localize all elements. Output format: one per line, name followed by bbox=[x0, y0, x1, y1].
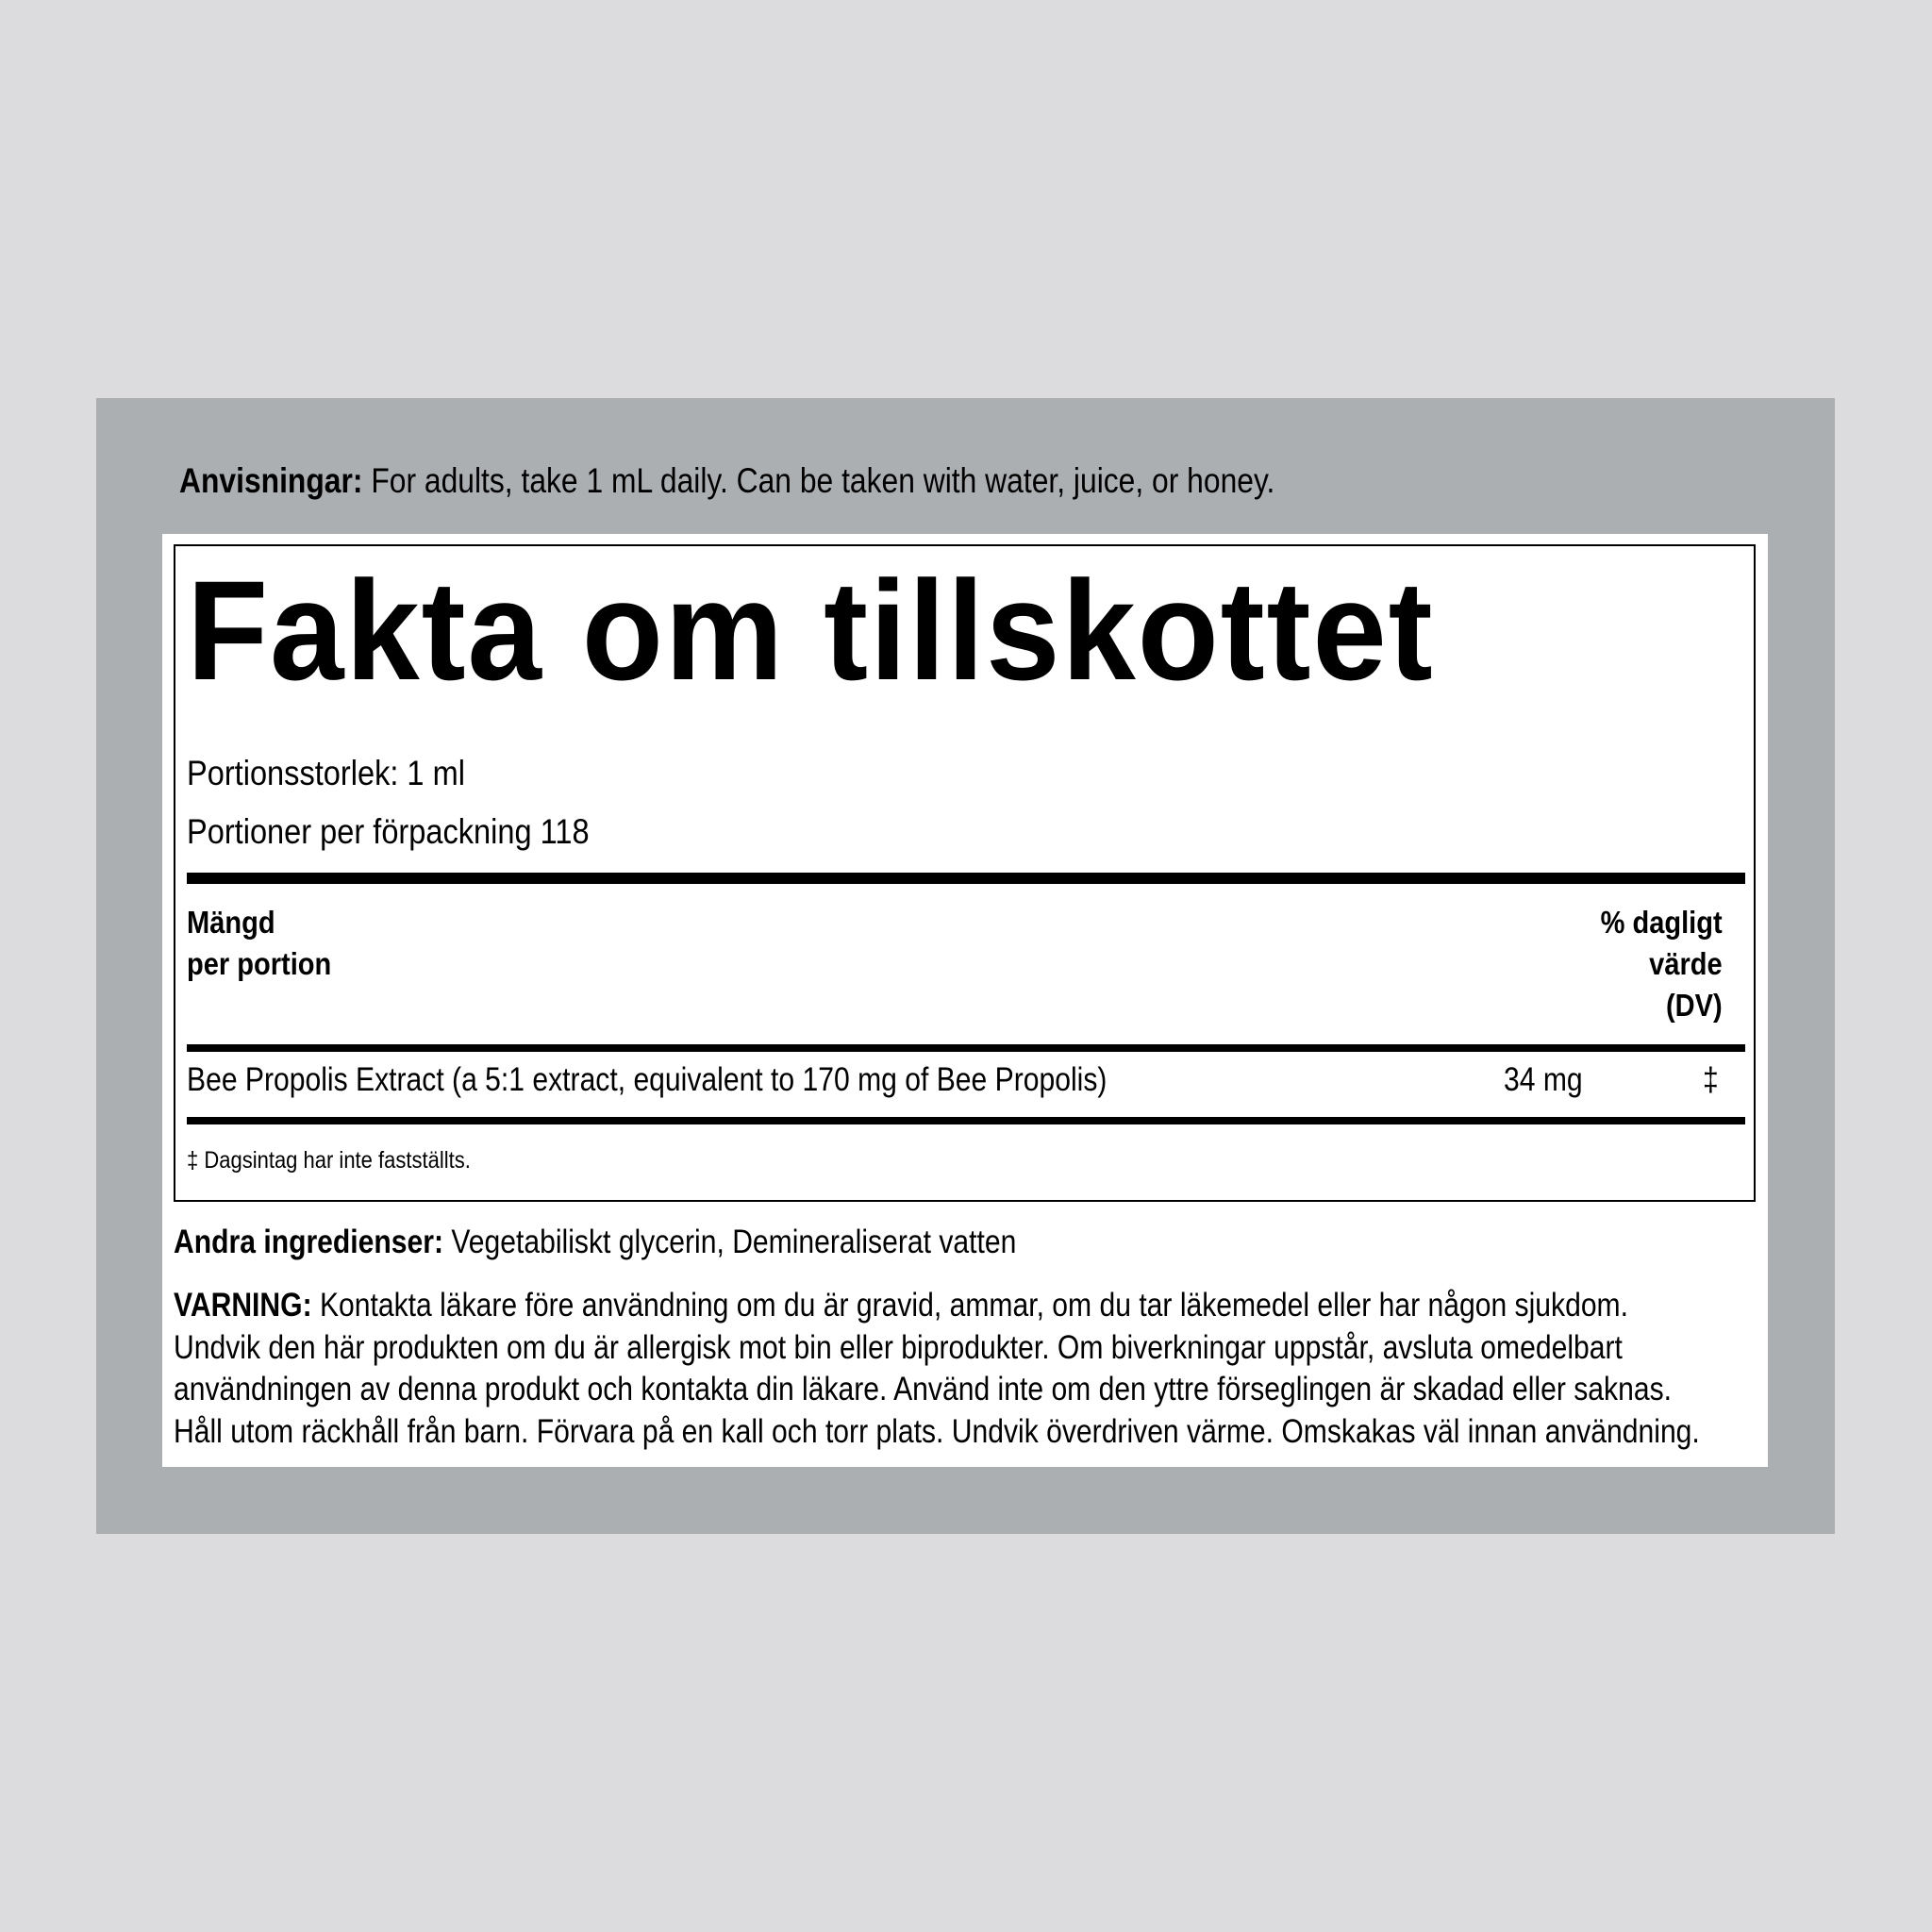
thick-divider bbox=[187, 873, 1745, 884]
ingredient-name: Bee Propolis Extract (a 5:1 extract, equivalent to 170 mg of Bee Propolis) bbox=[187, 1061, 1108, 1098]
amount-per-serving-header bbox=[187, 902, 331, 985]
other-ingredients-label: Andra ingredienser: bbox=[174, 1224, 444, 1260]
dv-header-line1: % dagligt bbox=[1600, 905, 1723, 940]
amount-header-line1: Mängd bbox=[187, 905, 275, 940]
other-ingredients-body: Vegetabiliskt glycerin, Demineraliserat vatten bbox=[443, 1224, 1017, 1260]
ingredient-amount: 34 mg bbox=[1504, 1061, 1583, 1098]
warning-line-3: användningen av denna produkt och kontakta din läkare. Använd inte om den yttre förseglingen är skadad eller saknas. bbox=[174, 1371, 1672, 1407]
header-divider bbox=[187, 1044, 1745, 1052]
row-divider bbox=[187, 1117, 1745, 1124]
other-ingredients bbox=[174, 1221, 1016, 1264]
directions-body: For adults, take 1 mL daily. Can be taken with water, juice, or honey. bbox=[362, 461, 1275, 500]
dv-header-line2: värde bbox=[1649, 946, 1723, 981]
directions-text bbox=[179, 458, 1274, 504]
warning-line-2: Undvik den här produkten om du är allergisk mot bin eller biprodukter. Om biverkningar uppstår, avsluta omedelbart bbox=[174, 1328, 1623, 1366]
dv-header-line3: (DV) bbox=[1666, 988, 1723, 1023]
warning-text bbox=[174, 1285, 1796, 1453]
amount-header-line2: per portion bbox=[187, 946, 332, 981]
directions-label: Anvisningar: bbox=[179, 461, 363, 500]
servings-per-container: Portioner per förpackning 118 bbox=[187, 812, 590, 851]
ingredient-daily-value: ‡ bbox=[1703, 1061, 1719, 1098]
daily-value-footnote: ‡ Dagsintag har inte fastställts. bbox=[187, 1147, 471, 1174]
supplement-facts-title: Fakta om tillskottet bbox=[187, 551, 1435, 709]
warning-line-1 bbox=[174, 1285, 1796, 1327]
warning-line-1-body: Kontakta läkare före användning om du är gravid, ammar, om du tar läkemedel eller har någon sjukdom. bbox=[311, 1287, 1628, 1324]
daily-value-header bbox=[1601, 902, 1723, 1026]
serving-size: Portionsstorlek: 1 ml bbox=[187, 754, 465, 792]
warning-line-4: Håll utom räckhåll från barn. Förvara på en kall och torr plats. Undvik överdriven värme. Omskakas väl innan användning. bbox=[174, 1412, 1700, 1450]
warning-label: VARNING: bbox=[174, 1287, 312, 1324]
